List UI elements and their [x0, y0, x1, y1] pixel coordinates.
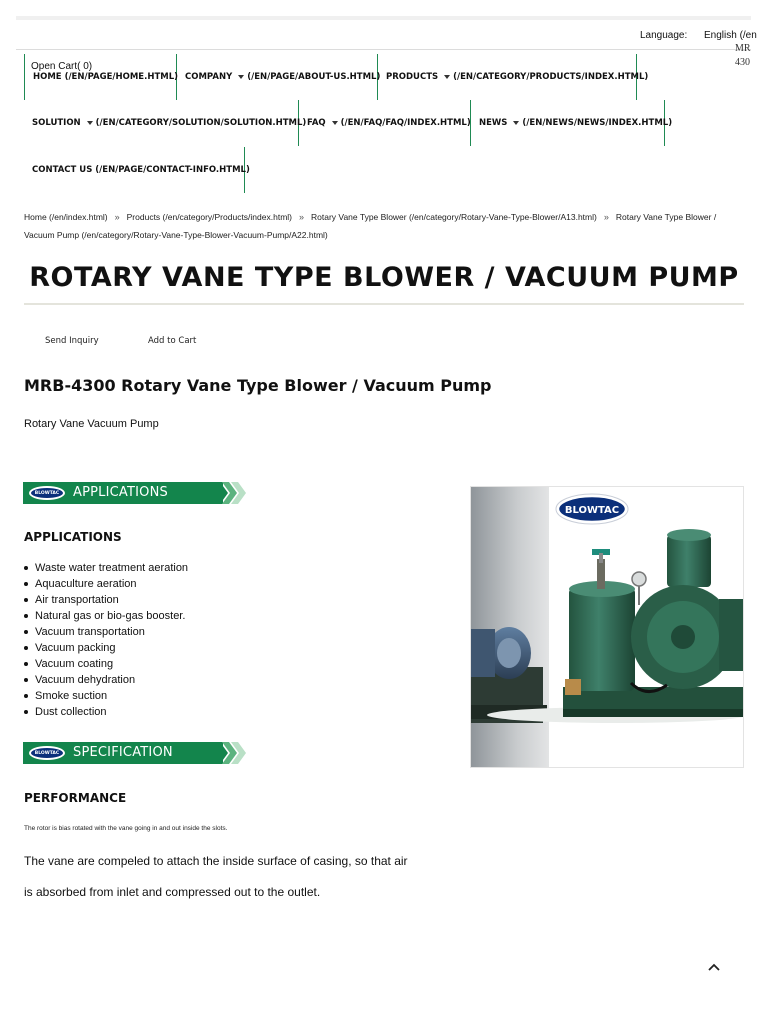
nav-item-home[interactable] — [24, 54, 177, 100]
page-title: ROTARY VANE TYPE BLOWER / VACUUM PUMP — [29, 262, 739, 293]
nav-item-label: SOLUTION — [32, 118, 81, 128]
banner-title: APPLICATIONS — [73, 485, 168, 500]
caret-down-icon — [444, 75, 450, 79]
nav-item-label: CONTACT US (/EN/PAGE/CONTACT-INFO.HTML) — [32, 165, 250, 175]
breadcrumb-link-home[interactable]: Home (/en/index.html) — [24, 212, 108, 222]
nav-item-label: NEWS — [479, 118, 508, 128]
product-name: MRB-4300 Rotary Vane Type Blower / Vacuum Pump — [24, 376, 492, 395]
nav-item-label: FAQ — [307, 118, 326, 128]
specification-banner — [23, 742, 246, 764]
blower-machine-illustration — [471, 487, 744, 768]
breadcrumb-separator-icon: » — [114, 212, 120, 222]
list-item: Vacuum coating — [24, 656, 188, 672]
breadcrumb-link-rotary-vane[interactable]: Rotary Vane Type Blower (/en/category/Rotary-Vane-Type-Blower/A13.html) — [311, 212, 597, 222]
list-item: Aquaculture aeration — [24, 576, 188, 592]
applications-banner — [23, 482, 246, 504]
chevrons-right-icon — [213, 742, 247, 764]
product-subtitle: Rotary Vane Vacuum Pump — [24, 418, 159, 430]
nav-item-link: (/EN/PAGE/ABOUT-US.HTML) — [247, 72, 381, 82]
add-to-cart-button[interactable]: Add to Cart — [148, 336, 197, 346]
caret-down-icon — [87, 121, 93, 125]
caret-down-icon — [332, 121, 338, 125]
banner-title: SPECIFICATION — [73, 745, 173, 760]
blowtac-logo-icon: BLOWTAC — [29, 746, 65, 760]
performance-heading: PERFORMANCE — [24, 791, 127, 805]
caret-down-icon — [513, 121, 519, 125]
list-item: Waste water treatment aeration — [24, 560, 188, 576]
title-divider — [24, 303, 744, 305]
send-inquiry-button[interactable]: Send Inquiry — [45, 336, 99, 346]
language-bar — [16, 24, 757, 50]
breadcrumb-separator-icon: » — [603, 212, 609, 222]
language-label: Language: — [640, 30, 688, 41]
language-selector[interactable]: English (/en — [704, 30, 757, 41]
nav-item-link: (/EN/CATEGORY/PRODUCTS/INDEX.HTML) — [453, 72, 649, 82]
nav-item-link: (/EN/CATEGORY/SOLUTION/SOLUTION.HTML) — [95, 118, 307, 128]
list-item: Vacuum dehydration — [24, 672, 188, 688]
nav-item-news[interactable] — [471, 100, 673, 146]
list-item: Vacuum packing — [24, 640, 188, 656]
performance-fine-print: The rotor is bias rotated with the vane going in and out inside the slots. — [24, 825, 228, 832]
nav-item-products[interactable] — [378, 54, 649, 100]
top-band — [16, 16, 751, 20]
nav-item-contact[interactable] — [24, 147, 250, 193]
list-item: Vacuum transportation — [24, 624, 188, 640]
list-item: Dust collection — [24, 704, 188, 720]
performance-text-line-2: is absorbed from inlet and compressed out to the outlet. — [24, 885, 321, 899]
list-item: Air transportation — [24, 592, 188, 608]
caret-down-icon — [238, 75, 244, 79]
list-item: Smoke suction — [24, 688, 188, 704]
blowtac-logo-icon: BLOWTAC — [29, 486, 65, 500]
nav-item-label: HOME (/EN/PAGE/HOME.HTML) — [33, 72, 178, 82]
open-cart-link[interactable]: Open Cart( 0) — [31, 61, 93, 72]
nav-item-link: (/EN/FAQ/FAQ/INDEX.HTML) — [340, 118, 471, 128]
list-item: Natural gas or bio-gas booster. — [24, 608, 188, 624]
nav-item-faq[interactable] — [299, 100, 471, 146]
nav-item-label: COMPANY — [185, 72, 233, 82]
breadcrumb — [24, 208, 746, 244]
nav-item-label: PRODUCTS — [386, 72, 439, 82]
nav-item-solution[interactable] — [24, 100, 307, 146]
applications-heading: APPLICATIONS — [24, 530, 122, 544]
breadcrumb-separator-icon: » — [299, 212, 305, 222]
language-overflow-text: MR 430 — [735, 43, 751, 68]
nav-item-company[interactable] — [177, 54, 381, 100]
photo-brand-text: BLOWTAC — [564, 505, 620, 516]
product-image — [470, 486, 744, 768]
performance-text-line-1: The vane are compeled to attach the inside surface of casing, so that air — [24, 854, 408, 868]
breadcrumb-link-vacuum-pump[interactable]: Rotary Vane Type Blower / Vacuum Pump (/en/category/Rotary-Vane-Type-Blower-Vacuum-Pump/A22.html) — [24, 212, 717, 240]
applications-list — [24, 560, 188, 720]
chevrons-right-icon — [213, 482, 247, 504]
breadcrumb-link-products[interactable]: Products (/en/category/Products/index.html) — [126, 212, 292, 222]
nav-item-link: (/EN/NEWS/NEWS/INDEX.HTML) — [522, 118, 673, 128]
chevron-up-icon[interactable] — [706, 960, 722, 974]
